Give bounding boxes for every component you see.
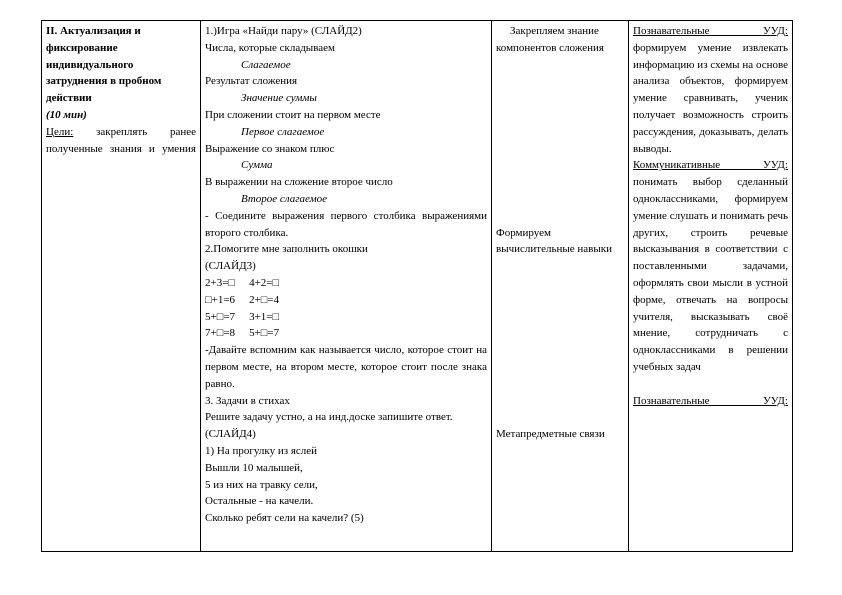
activity-line: 1.)Игра «Найди пару» (СЛАЙД2) — [205, 25, 362, 37]
uud-text-communicative: понимать выбор сделанный одноклассниками, формируем умение слушать и понимать речь других, строить речевые высказывания в соответствии с поставленными задачами, оформлять свои мысли в устной форме, отвечать на вопросы учителя, высказывать своё мнение, сотрудничать с одноклассниками в решении учебных задач — [633, 176, 788, 373]
goal-label: Цели: — [46, 125, 74, 138]
activity-lines-continued — [205, 342, 487, 527]
goal-item-components: Закрепляем знание компонентов сложения — [496, 25, 604, 54]
activity-continued-line: -Давайте вспомним как называется число, которое стоит на первом месте, на втором месте, которое стоит после знака равно. — [205, 344, 487, 390]
activity-line: При сложении стоит на первом месте — [205, 108, 381, 121]
activity-continued-line: 3. Задачи в стихах — [205, 394, 290, 407]
uud-heading-cognitive: Познавательные УУД: — [633, 25, 788, 37]
activity-line: Слагаемое — [241, 58, 291, 71]
example-expression: 7+□=8 — [205, 327, 236, 340]
activity-continued-line: (СЛАЙД4) — [205, 428, 256, 441]
example-expression: 5+□=7 — [205, 310, 236, 323]
uud-text-cognitive: формируем умение извлекать информацию из схемы на основе анализа объектов, формируем умение сравнивать, ученик получает возможность строить рассуждения, доказывать, делать выводы. — [633, 41, 788, 155]
uud-heading-cognitive-2: Познавательные УУД: — [633, 394, 788, 407]
example-row — [205, 292, 487, 309]
activity-lines — [205, 23, 487, 275]
example-expression: 4+2=□ — [249, 276, 280, 289]
stage-goal — [46, 124, 196, 158]
activity-line: Сумма — [241, 159, 273, 172]
activity-continued-line: Остальные - на качели. — [205, 495, 314, 508]
example-expression: 2+3=□ — [205, 276, 236, 289]
example-expression: 5+□=7 — [249, 327, 280, 340]
activity-line: Выражение со знаком плюс — [205, 142, 335, 155]
activity-continued-line: Решите задачу устно, а на инд.доске запишите ответ. — [205, 411, 453, 424]
activity-continued-line: 1) На прогулку из яслей — [205, 444, 318, 457]
example-row — [205, 325, 487, 342]
example-expression: 3+1=□ — [249, 310, 280, 323]
goal-item-computation: Формируем вычислительные навыки — [496, 226, 612, 256]
activity-line: 2.Помогите мне заполнить окошки — [205, 243, 368, 256]
activity-line: (СЛАЙД3) — [205, 260, 256, 273]
example-row — [205, 309, 487, 326]
goals-cell — [492, 21, 629, 552]
activity-continued-line: Сколько ребят сели на качели? (5) — [205, 512, 364, 525]
example-expression: 2+□=4 — [249, 293, 280, 306]
activity-continued-line: Вышли 10 малышей, — [205, 461, 303, 474]
goal-item-metasubject: Метапредметные связи — [496, 428, 605, 441]
activity-line: В выражении на сложение второе число — [205, 176, 393, 189]
activity-line: Второе слагаемое — [241, 192, 328, 205]
activity-line: Первое слагаемое — [241, 125, 325, 138]
goal-text: закреплять ранее полученные знания и умения — [46, 125, 197, 155]
activity-line: - Соедините выражения первого столбика выражениями второго столбика. — [205, 209, 487, 239]
activity-line: Результат сложения — [205, 75, 298, 88]
fill-in-examples — [205, 275, 487, 342]
stage-time: (10 мин) — [46, 108, 87, 121]
uud-heading-communicative: Коммуникативные УУД: — [633, 159, 788, 172]
stage-cell — [42, 21, 201, 552]
example-expression: □+1=6 — [205, 293, 236, 306]
table-row — [42, 21, 793, 552]
activity-line: Числа, которые складываем — [205, 41, 335, 54]
example-row — [205, 275, 487, 292]
stage-title: II. Актуализация и фиксирование индивидуального затруднения в пробном действии — [46, 25, 162, 105]
activity-line: Значение суммы — [241, 92, 317, 105]
uud-cell — [629, 21, 793, 552]
teacher-activity-cell — [201, 21, 492, 552]
activity-continued-line: 5 из них на травку сели, — [205, 478, 318, 491]
lesson-plan-table — [41, 20, 793, 552]
